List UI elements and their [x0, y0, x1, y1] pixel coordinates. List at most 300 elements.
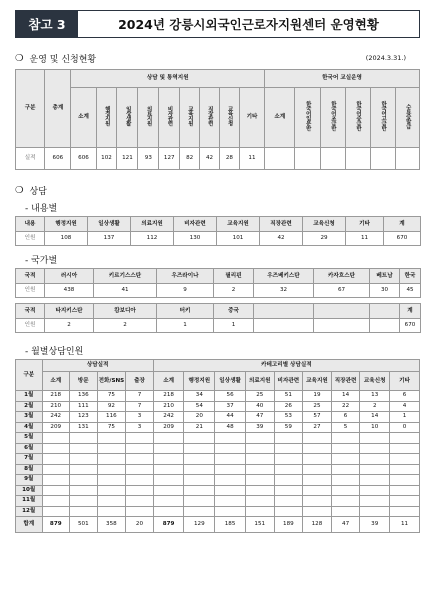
value-cell: 75	[97, 391, 126, 402]
value-cell: 3	[126, 422, 154, 433]
value-cell	[390, 485, 420, 496]
value-cell	[345, 148, 370, 170]
col-header-category: 의료지원	[245, 372, 274, 391]
value-cell: 13	[360, 391, 390, 402]
content-table	[15, 216, 421, 246]
col-header-consult: 소계	[71, 88, 96, 148]
value-cell	[245, 475, 274, 486]
value-cell	[184, 496, 215, 507]
month-label: 11월	[16, 496, 43, 507]
value-cell	[245, 464, 274, 475]
value-cell: 27	[303, 422, 332, 433]
col-header-performance: 방문	[70, 372, 98, 391]
value-cell	[97, 475, 126, 486]
value-cell: 218	[153, 391, 184, 402]
total-value: 185	[215, 517, 246, 533]
table-row	[16, 475, 420, 486]
value-cell: 42	[200, 148, 220, 170]
value-cell	[42, 443, 70, 454]
value-cell	[245, 454, 274, 465]
value-cell	[331, 464, 360, 475]
value-cell	[97, 464, 126, 475]
value-cell: 102	[96, 148, 117, 170]
col-header-content: 교육신청	[303, 217, 346, 232]
value-cell	[153, 443, 184, 454]
table-row	[16, 496, 420, 507]
value-cell: 40	[245, 401, 274, 412]
value-cell	[303, 454, 332, 465]
value-cell: 75	[97, 422, 126, 433]
value-cell	[254, 319, 314, 333]
value-cell: 41	[94, 284, 157, 298]
value-cell: 112	[131, 232, 174, 246]
value-cell	[303, 475, 332, 486]
value-cell	[153, 506, 184, 517]
value-cell: 10	[360, 422, 390, 433]
value-cell	[126, 454, 154, 465]
col-header-performance: 출장	[126, 372, 154, 391]
col-header-consult-label: 의료지원	[145, 106, 152, 126]
row-label: 인원	[16, 232, 45, 246]
country-table-1	[15, 268, 421, 298]
section-title: 운영 및 신청현황	[29, 54, 97, 65]
total-value: 189	[274, 517, 303, 533]
value-cell: 37	[215, 401, 246, 412]
value-cell: 1	[157, 319, 214, 333]
table-row	[16, 464, 420, 475]
col-header-consult	[96, 88, 117, 148]
value-cell	[390, 443, 420, 454]
month-label: 9월	[16, 475, 43, 486]
month-label: 3월	[16, 412, 43, 423]
value-cell: 48	[215, 422, 246, 433]
value-cell: 116	[97, 412, 126, 423]
monthly-table	[15, 359, 420, 533]
table-row	[16, 454, 420, 465]
table-row	[16, 485, 420, 496]
value-cell	[70, 464, 98, 475]
value-cell	[390, 433, 420, 444]
value-cell	[70, 433, 98, 444]
total-value: 129	[184, 517, 215, 533]
value-cell: 26	[274, 401, 303, 412]
value-cell	[153, 485, 184, 496]
total-value: 879	[153, 517, 184, 533]
value-cell: 34	[184, 391, 215, 402]
value-cell	[184, 433, 215, 444]
group-header-korean-class: 한국어 교실운영	[265, 70, 420, 88]
month-label: 5월	[16, 433, 43, 444]
value-cell	[245, 485, 274, 496]
table-row	[16, 401, 420, 412]
value-cell: 6	[331, 412, 360, 423]
value-cell: 123	[70, 412, 98, 423]
col-header-content: 내용	[16, 217, 45, 232]
col-header-edu	[295, 88, 320, 148]
value-cell	[215, 454, 246, 465]
value-cell	[215, 475, 246, 486]
value-cell	[303, 485, 332, 496]
value-cell	[274, 506, 303, 517]
value-cell	[215, 485, 246, 496]
total-value: 128	[303, 517, 332, 533]
value-cell	[126, 485, 154, 496]
value-cell: 1	[390, 412, 420, 423]
value-cell	[360, 464, 390, 475]
value-cell	[395, 148, 419, 170]
appendix-tag: 참고 3	[16, 11, 78, 37]
value-cell: 101	[217, 232, 260, 246]
row-label: 인원	[16, 319, 45, 333]
month-label: 8월	[16, 464, 43, 475]
col-header-performance: 전화/SNS	[97, 372, 126, 391]
value-cell	[153, 496, 184, 507]
value-cell	[274, 443, 303, 454]
col-header-country	[370, 304, 400, 319]
col-header-consult-label: 교육신청	[226, 106, 233, 126]
total-value: 879	[42, 517, 70, 533]
total-label: 합계	[16, 517, 43, 533]
value-cell: 210	[42, 401, 70, 412]
col-header-edu: 소계	[265, 88, 295, 148]
value-cell	[97, 485, 126, 496]
col-header-edu-label: 한국어입문반	[304, 101, 311, 131]
value-cell	[42, 433, 70, 444]
value-cell	[42, 506, 70, 517]
value-cell: 0	[390, 422, 420, 433]
value-cell	[303, 506, 332, 517]
value-cell	[70, 454, 98, 465]
month-label: 1월	[16, 391, 43, 402]
value-cell	[360, 496, 390, 507]
col-header-country: 베트남	[370, 269, 400, 284]
col-header-category: 교육지원	[303, 372, 332, 391]
value-cell	[70, 475, 98, 486]
value-cell	[97, 506, 126, 517]
value-cell: 30	[370, 284, 400, 298]
col-header-country: 터키	[157, 304, 214, 319]
col-header-content: 직장관련	[260, 217, 303, 232]
value-cell: 53	[274, 412, 303, 423]
section-operation-heading	[15, 52, 420, 64]
value-cell: 670	[384, 232, 421, 246]
value-cell: 45	[400, 284, 421, 298]
subsection-by-content: - 내용별	[25, 203, 58, 214]
value-cell: 606	[71, 148, 96, 170]
value-cell	[390, 506, 420, 517]
value-cell: 28	[219, 148, 239, 170]
value-cell	[184, 485, 215, 496]
value-cell	[320, 148, 345, 170]
table-row	[16, 443, 420, 454]
value-cell	[274, 454, 303, 465]
value-cell	[70, 506, 98, 517]
col-header-consult	[159, 88, 180, 148]
col-header-content: 기타	[346, 217, 384, 232]
value-cell: 2	[94, 319, 157, 333]
col-header-edu-label: 한국어초급반	[329, 101, 336, 131]
col-header-country: 러시아	[45, 269, 94, 284]
col-header-country	[254, 304, 314, 319]
value-cell	[295, 148, 320, 170]
value-cell	[215, 506, 246, 517]
value-cell: 7	[126, 401, 154, 412]
value-cell	[314, 319, 370, 333]
circle-bullet-icon: ❍	[15, 52, 24, 64]
value-cell: 2	[360, 401, 390, 412]
value-cell	[303, 433, 332, 444]
value-cell: 56	[215, 391, 246, 402]
value-cell: 59	[274, 422, 303, 433]
value-cell: 111	[70, 401, 98, 412]
col-header-content: 일상생활	[88, 217, 131, 232]
total-value: 358	[97, 517, 126, 533]
col-header-consult-label: 교육지원	[186, 106, 193, 126]
value-cell	[390, 464, 420, 475]
value-cell	[42, 475, 70, 486]
col-header-edu	[395, 88, 419, 148]
value-cell	[126, 464, 154, 475]
value-cell	[153, 433, 184, 444]
value-cell: 82	[180, 148, 200, 170]
value-cell	[153, 464, 184, 475]
col-header-edu	[320, 88, 345, 148]
col-header-total: 총계	[45, 70, 71, 148]
value-cell	[274, 485, 303, 496]
value-cell: 9	[157, 284, 214, 298]
value-cell: 32	[254, 284, 314, 298]
value-cell	[245, 443, 274, 454]
col-header-country: 우즈라이나	[157, 269, 214, 284]
value-cell: 42	[260, 232, 303, 246]
table-row	[16, 391, 420, 402]
value-cell	[97, 496, 126, 507]
col-header-edu-label: 수료증발급	[404, 103, 411, 129]
value-cell	[331, 506, 360, 517]
value-cell	[331, 433, 360, 444]
value-cell	[331, 443, 360, 454]
col-header-country: 캄보디아	[94, 304, 157, 319]
value-cell: 25	[245, 391, 274, 402]
value-cell: 2	[45, 319, 94, 333]
value-cell	[360, 433, 390, 444]
total-value: 151	[245, 517, 274, 533]
reference-date: (2024.3.31.)	[365, 54, 406, 62]
value-cell: 209	[42, 422, 70, 433]
value-cell: 131	[70, 422, 98, 433]
col-header-edu-label: 한국어고급반	[380, 101, 387, 131]
row-label: 실적	[16, 148, 45, 170]
col-header-category: 일상생활	[215, 372, 246, 391]
col-header-content: 계	[384, 217, 421, 232]
value-cell	[42, 485, 70, 496]
value-cell	[303, 496, 332, 507]
value-cell	[303, 464, 332, 475]
value-cell: 209	[153, 422, 184, 433]
value-cell	[360, 475, 390, 486]
value-cell: 218	[42, 391, 70, 402]
group-header-performance: 상담실적	[42, 360, 153, 372]
value-cell	[331, 475, 360, 486]
col-header-gubun: 구분	[16, 70, 45, 148]
value-cell: 210	[153, 401, 184, 412]
section-consult-heading	[15, 184, 420, 196]
value-cell	[331, 485, 360, 496]
col-header-consult-label: 비자관련	[166, 106, 173, 126]
col-header-country: 국적	[16, 269, 45, 284]
col-header-consult-label: 행정지원	[103, 106, 110, 126]
col-header-consult	[138, 88, 159, 148]
value-cell: 3	[126, 412, 154, 423]
col-header-consult	[117, 88, 138, 148]
value-cell	[153, 475, 184, 486]
value-cell: 242	[153, 412, 184, 423]
total-value: 39	[360, 517, 390, 533]
value-cell: 19	[303, 391, 332, 402]
row-label: 인원	[16, 284, 45, 298]
value-cell	[42, 454, 70, 465]
value-cell: 11	[239, 148, 264, 170]
value-cell: 20	[184, 412, 215, 423]
col-header-consult-label: 임상생활	[124, 106, 131, 126]
col-header-country	[314, 304, 370, 319]
value-cell	[331, 454, 360, 465]
value-cell	[265, 148, 295, 170]
value-cell	[97, 443, 126, 454]
table-row	[16, 506, 420, 517]
title-bar	[15, 10, 420, 38]
col-header-consult: 기타	[239, 88, 264, 148]
value-cell	[390, 475, 420, 486]
col-header-country: 국적	[16, 304, 45, 319]
col-header-country: 키르기스스탄	[94, 269, 157, 284]
col-header-category: 소계	[153, 372, 184, 391]
value-cell: 14	[331, 391, 360, 402]
value-cell: 29	[303, 232, 346, 246]
value-cell	[245, 433, 274, 444]
col-header-country: 한국	[400, 269, 421, 284]
value-cell	[153, 454, 184, 465]
value-cell: 127	[159, 148, 180, 170]
value-cell: 670	[400, 319, 421, 333]
value-cell: 136	[70, 391, 98, 402]
value-cell	[390, 454, 420, 465]
value-cell: 6	[390, 391, 420, 402]
value-cell	[184, 506, 215, 517]
value-cell: 51	[274, 391, 303, 402]
operation-table	[15, 69, 420, 170]
value-cell	[42, 464, 70, 475]
value-cell	[274, 496, 303, 507]
col-header-edu	[345, 88, 370, 148]
value-cell: 57	[303, 412, 332, 423]
value-cell: 39	[245, 422, 274, 433]
subsection-monthly: - 월별상담인원	[25, 346, 84, 357]
table-row	[16, 433, 420, 444]
value-cell	[360, 454, 390, 465]
total-value: 47	[331, 517, 360, 533]
value-cell: 47	[245, 412, 274, 423]
value-cell: 2	[214, 284, 254, 298]
col-header-category: 비자관련	[274, 372, 303, 391]
value-cell	[184, 454, 215, 465]
col-header-category: 교육신청	[360, 372, 390, 391]
value-cell: 121	[117, 148, 138, 170]
value-cell	[126, 443, 154, 454]
value-cell: 25	[303, 401, 332, 412]
value-cell: 22	[331, 401, 360, 412]
value-cell	[126, 433, 154, 444]
month-label: 7월	[16, 454, 43, 465]
col-header-consult	[200, 88, 220, 148]
value-cell	[215, 433, 246, 444]
circle-bullet-icon: ❍	[15, 184, 24, 196]
col-header-consult	[219, 88, 239, 148]
value-cell	[70, 496, 98, 507]
value-cell	[215, 496, 246, 507]
value-cell	[215, 464, 246, 475]
col-header-content: 비자관련	[174, 217, 217, 232]
value-cell	[390, 496, 420, 507]
col-header-category: 직장관련	[331, 372, 360, 391]
value-cell: 137	[88, 232, 131, 246]
value-cell: 1	[214, 319, 254, 333]
value-cell	[370, 319, 400, 333]
col-header-country: 카자흐스탄	[314, 269, 370, 284]
total-value: 501	[70, 517, 98, 533]
value-cell	[245, 506, 274, 517]
value-cell	[360, 443, 390, 454]
total-value: 20	[126, 517, 154, 533]
value-cell	[70, 443, 98, 454]
col-header-content: 의료지원	[131, 217, 174, 232]
month-label: 12월	[16, 506, 43, 517]
col-header-country: 계	[400, 304, 421, 319]
value-cell	[274, 464, 303, 475]
col-header-edu	[370, 88, 395, 148]
page-title: 2024년 강릉시외국인근로자지원센터 운영현황	[118, 17, 379, 32]
value-cell	[360, 506, 390, 517]
value-cell	[274, 475, 303, 486]
col-header-content: 행정지원	[45, 217, 88, 232]
value-cell: 44	[215, 412, 246, 423]
value-cell: 438	[45, 284, 94, 298]
month-label: 4월	[16, 422, 43, 433]
value-cell: 92	[97, 401, 126, 412]
col-header-country: 타지키스탄	[45, 304, 94, 319]
value-cell	[42, 496, 70, 507]
col-header-performance: 소계	[42, 372, 70, 391]
value-cell: 21	[184, 422, 215, 433]
value-cell: 5	[331, 422, 360, 433]
value-cell	[215, 443, 246, 454]
col-header-country: 중국	[214, 304, 254, 319]
value-cell	[184, 443, 215, 454]
value-cell	[70, 485, 98, 496]
value-cell: 242	[42, 412, 70, 423]
month-label: 10월	[16, 485, 43, 496]
value-cell	[126, 496, 154, 507]
total-value: 11	[390, 517, 420, 533]
value-cell: 14	[360, 412, 390, 423]
col-header-consult-label: 직장관련	[206, 106, 213, 126]
table-row	[16, 412, 420, 423]
value-cell	[360, 485, 390, 496]
value-cell: 67	[314, 284, 370, 298]
value-cell	[97, 454, 126, 465]
value-cell	[370, 148, 395, 170]
value-cell	[184, 475, 215, 486]
